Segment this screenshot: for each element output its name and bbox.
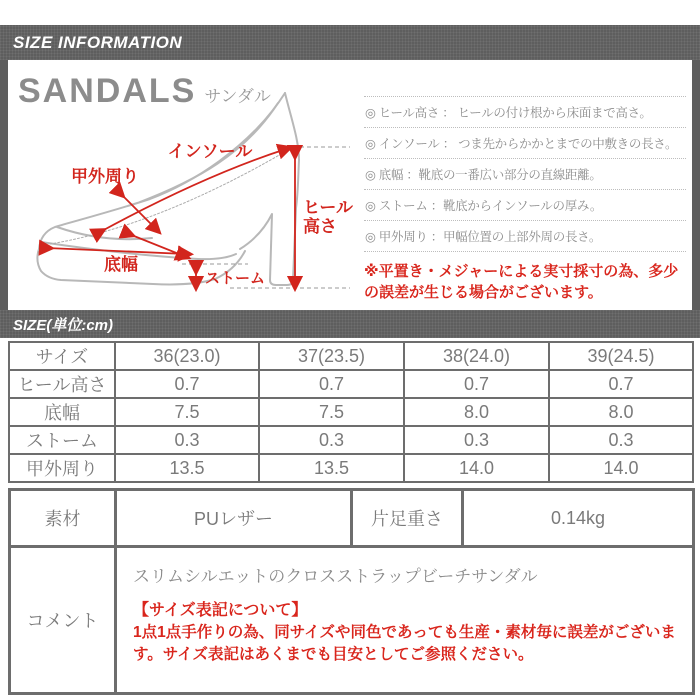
table-cell: 13.5	[115, 454, 259, 482]
row-header: 底幅	[9, 398, 115, 426]
heading-sandals-ja: サンダル	[204, 87, 271, 106]
weight-label: 片足重さ	[352, 490, 463, 547]
circle-bullet-icon: ◎	[365, 137, 379, 151]
table-cell: 36(23.0)	[115, 342, 259, 370]
legend-text: ストーム ：靴底からインソールの厚み。	[378, 199, 603, 213]
row-header: ヒール高さ	[9, 370, 115, 398]
table-cell: 0.3	[549, 426, 693, 454]
insole-arrow	[100, 149, 286, 232]
sole-width-label: 底幅	[104, 255, 138, 274]
size-unit-label: SIZE(単位:cm)	[13, 316, 114, 334]
legend-text: 甲外周り ：甲幅位置の上部外周の長さ。	[378, 230, 602, 244]
legend-item-instep	[364, 221, 686, 252]
upper-section	[0, 60, 700, 310]
circle-bullet-icon: ◎	[365, 230, 379, 244]
table-cell: 7.5	[259, 398, 404, 426]
comment-description: スリムシルエットのクロスストラップビーチサンダル	[133, 567, 538, 586]
size-table	[8, 341, 694, 483]
insole-label: インソール	[167, 142, 253, 161]
storm-label: ストーム	[205, 270, 266, 287]
table-row-sole-width	[9, 398, 693, 426]
material-label: 素材	[10, 490, 116, 547]
table-cell: 0.3	[115, 426, 259, 454]
legend-item-insole	[364, 128, 686, 159]
measurement-disclaimer: ※平置き・メジャーによる実寸採寸の為、多少の誤差が生じる場合がございます。	[364, 263, 679, 301]
comment-label: コメント	[10, 547, 116, 694]
table-cell: 8.0	[549, 398, 693, 426]
heel-height-label-2: 高さ	[303, 217, 337, 236]
table-cell: 0.3	[259, 426, 404, 454]
shoe-measurement-diagram	[8, 86, 368, 310]
pump-outline	[37, 93, 299, 285]
measurement-legend	[364, 96, 686, 303]
legend-item-sole-width	[364, 159, 686, 190]
legend-item-storm	[364, 190, 686, 221]
table-cell: 14.0	[404, 454, 549, 482]
row-header: 甲外周り	[9, 454, 115, 482]
heading-sandals: SANDALS	[18, 72, 197, 110]
instep-label: 甲外周り	[71, 167, 139, 186]
table-cell: 7.5	[115, 398, 259, 426]
legend-item-heel-height	[364, 96, 686, 128]
table-row-storm	[9, 426, 693, 454]
table-cell: 0.7	[259, 370, 404, 398]
size-notice-body: 1点1点手作りの為、同サイズや同色であっても生産・素材毎に誤差がございます。サイズ表記はあくまでも目安としてご参照ください。	[133, 624, 676, 664]
table-row-heel-height	[9, 370, 693, 398]
table-row-size	[9, 342, 693, 370]
material-value: PUレザー	[116, 490, 352, 547]
detail-table	[8, 488, 695, 695]
legend-text: ヒール高さ ： ヒールの付け根から床面まで高さ。	[378, 106, 652, 120]
table-row-instep	[9, 454, 693, 482]
table-row-comment	[10, 547, 694, 694]
table-cell: 8.0	[404, 398, 549, 426]
size-notice-title: 【サイズ表記について】	[133, 602, 308, 619]
table-cell: 37(23.5)	[259, 342, 404, 370]
size-information-header-bar	[0, 25, 700, 60]
table-cell: 0.3	[404, 426, 549, 454]
heel-height-label-1: ヒール	[303, 198, 353, 217]
table-cell: 38(24.0)	[404, 342, 549, 370]
legend-text: インソール ： つま先からかかとまでの中敷きの長さ。	[378, 137, 678, 151]
size-unit-bar	[0, 310, 700, 338]
table-cell: 13.5	[259, 454, 404, 482]
row-header: サイズ	[9, 342, 115, 370]
weight-value: 0.14kg	[463, 490, 694, 547]
table-cell: 0.7	[115, 370, 259, 398]
table-row-material	[10, 490, 694, 547]
size-information-title: SIZE INFORMATION	[13, 32, 183, 52]
table-cell: 0.7	[549, 370, 693, 398]
circle-bullet-icon: ◎	[365, 106, 379, 120]
circle-bullet-icon: ◎	[365, 168, 379, 182]
circle-bullet-icon: ◎	[365, 199, 379, 213]
table-cell: 0.7	[404, 370, 549, 398]
comment-content	[116, 547, 694, 694]
legend-text: 底幅 ：靴底の一番広い部分の直線距離。	[378, 168, 602, 182]
table-cell: 39(24.5)	[549, 342, 693, 370]
row-header: ストーム	[9, 426, 115, 454]
table-cell: 14.0	[549, 454, 693, 482]
